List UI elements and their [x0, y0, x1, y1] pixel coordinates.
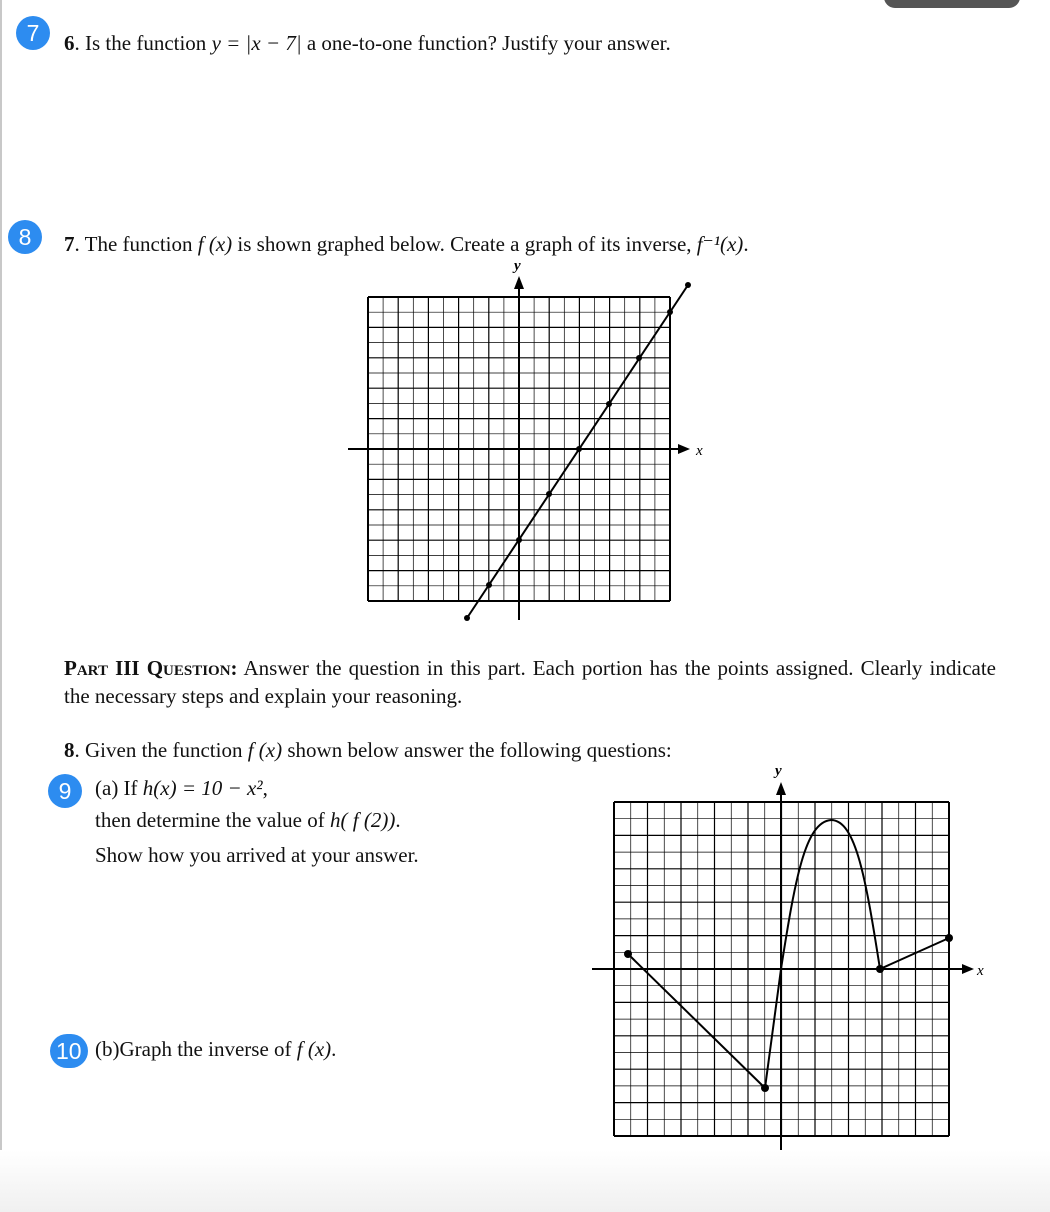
graph-1-point — [667, 309, 673, 315]
question-8a-line-2 — [95, 807, 401, 833]
question-8b-post: . — [331, 1037, 337, 1061]
graph-2[interactable] — [592, 763, 984, 1162]
graph-2-endpoint — [945, 934, 953, 942]
question-8-text-pre: . Given the function — [74, 738, 248, 762]
question-7-text-mid: is shown graphed below. Create a graph of its inverse, — [232, 232, 697, 256]
graph-1-point — [636, 355, 642, 361]
question-8a-line-2-pre: then determine the value of — [95, 808, 330, 832]
question-8b-math: f (x) — [296, 1037, 332, 1061]
question-badge-10[interactable]: 10 — [50, 1034, 88, 1068]
graph-2-y-label: y — [775, 763, 782, 779]
question-badge-8[interactable]: 8 — [8, 220, 42, 254]
question-8a-line-2-math: h( f (2)) — [330, 808, 396, 832]
question-badge-9[interactable]: 9 — [48, 774, 82, 808]
question-6-math: y = |x − 7| — [211, 31, 302, 55]
graph-1-y-label: y — [514, 258, 521, 274]
graph-1-point — [576, 446, 582, 452]
question-8a-line-1 — [95, 775, 268, 801]
question-8a-post: , — [262, 776, 268, 800]
question-7-text-post: . — [743, 232, 749, 256]
part-3-text: Answer the question in this part. Each portion has the points assigned. Clearly indicate the necessary steps and explain your reasoning. — [64, 656, 996, 708]
graph-1-point — [546, 491, 552, 497]
graph-1-point — [486, 582, 492, 588]
graph-2-x-arrow — [962, 964, 974, 974]
question-8-text-post: shown below answer the following questions: — [282, 738, 672, 762]
question-8b-label: (b)Graph the inverse of — [95, 1037, 297, 1061]
question-8a-line-2-post: . — [395, 808, 401, 832]
graph-1-y-arrow — [514, 276, 524, 289]
question-8a-label: (a) If — [95, 776, 143, 800]
graph-2-function-curve — [628, 820, 949, 1088]
question-6-number: 6 — [64, 31, 75, 55]
graph-1[interactable] — [348, 258, 703, 621]
question-7-number: 7 — [64, 232, 75, 256]
question-8-math: f (x) — [247, 738, 283, 762]
question-badge-7[interactable]: 7 — [16, 16, 50, 50]
graph-1-point — [516, 537, 522, 543]
graph-1-point — [606, 401, 612, 407]
graph-2-point — [761, 1084, 769, 1092]
question-7-math-inverse: f⁻¹(x) — [696, 232, 744, 256]
graph-1-endpoint — [464, 615, 470, 621]
graph-2-y-arrow — [776, 782, 786, 795]
question-8a-line-3: Show how you arrived at your answer. — [95, 843, 419, 867]
page-bottom-fade — [0, 1150, 1050, 1212]
graph-2-endpoint — [624, 950, 632, 958]
graph-2-point — [876, 965, 884, 973]
question-7-text-pre: . The function — [74, 232, 198, 256]
graph-1-x-label: x — [696, 443, 703, 459]
question-6-text-post: a one-to-one function? Justify your answer. — [301, 31, 671, 55]
question-6-text-pre: . Is the function — [74, 31, 212, 55]
part-3-instructions — [64, 654, 996, 710]
graph-1-endpoint — [685, 282, 691, 288]
question-8-number: 8 — [64, 738, 75, 762]
graph-1-x-arrow — [678, 444, 690, 454]
graph-2-x-label: x — [977, 963, 984, 979]
question-8 — [64, 737, 672, 763]
question-8b — [95, 1036, 336, 1062]
question-8a-math: h(x) = 10 − x² — [142, 776, 263, 800]
question-7-math-f: f (x) — [197, 232, 233, 256]
part-3-title: Part III Question: — [64, 656, 238, 680]
